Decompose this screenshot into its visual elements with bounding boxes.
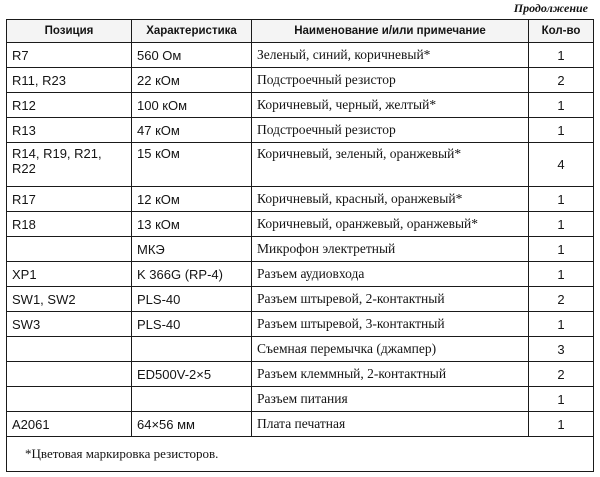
cell-characteristic: 100 кОм (132, 93, 252, 118)
table-row (7, 212, 594, 237)
cell-position: A2061 (7, 412, 132, 437)
cell-qty: 1 (529, 412, 594, 437)
header-position: Позиция (7, 20, 132, 43)
header-characteristic: Характеристика (132, 20, 252, 43)
cell-name: Зеленый, синий, коричневый* (252, 43, 529, 68)
cell-position: XP1 (7, 262, 132, 287)
cell-characteristic (132, 337, 252, 362)
cell-name: Коричневый, зеленый, оранжевый* (252, 143, 529, 187)
cell-qty: 1 (529, 43, 594, 68)
cell-name: Плата печатная (252, 412, 529, 437)
cell-qty: 2 (529, 287, 594, 312)
table-row (7, 287, 594, 312)
cell-characteristic: 47 кОм (132, 118, 252, 143)
cell-qty: 4 (529, 143, 594, 187)
cell-characteristic: 64×56 мм (132, 412, 252, 437)
cell-name: Съемная перемычка (джампер) (252, 337, 529, 362)
cell-characteristic: K 366G (RP-4) (132, 262, 252, 287)
cell-name: Коричневый, черный, желтый* (252, 93, 529, 118)
table-row (7, 262, 594, 287)
cell-position (7, 237, 132, 262)
cell-name: Разъем штыревой, 3-контактный (252, 312, 529, 337)
cell-characteristic (132, 387, 252, 412)
table-header-row (7, 20, 594, 43)
components-table (6, 19, 594, 472)
cell-position: R11, R23 (7, 68, 132, 93)
cell-qty: 2 (529, 362, 594, 387)
cell-characteristic: PLS-40 (132, 312, 252, 337)
cell-name: Разъем штыревой, 2-контактный (252, 287, 529, 312)
cell-position: R18 (7, 212, 132, 237)
table-row (7, 362, 594, 387)
table-row (7, 187, 594, 212)
cell-qty: 1 (529, 212, 594, 237)
cell-characteristic: 22 кОм (132, 68, 252, 93)
continued-label: Продолжение (513, 1, 588, 15)
cell-name: Разъем питания (252, 387, 529, 412)
table-row (7, 68, 594, 93)
cell-qty: 1 (529, 187, 594, 212)
footnote: *Цветовая маркировка резисторов. (7, 437, 594, 472)
table-row (7, 387, 594, 412)
table-row (7, 118, 594, 143)
cell-name: Подстроечный резистор (252, 118, 529, 143)
cell-qty: 1 (529, 312, 594, 337)
cell-name: Подстроечный резистор (252, 68, 529, 93)
cell-position: SW3 (7, 312, 132, 337)
table-row (7, 412, 594, 437)
cell-characteristic: 15 кОм (132, 143, 252, 187)
cell-qty: 1 (529, 387, 594, 412)
footnote-row (7, 437, 594, 472)
table-row (7, 237, 594, 262)
cell-qty: 1 (529, 118, 594, 143)
cell-qty: 1 (529, 262, 594, 287)
cell-name: Разъем аудиовхода (252, 262, 529, 287)
cell-name: Микрофон электретный (252, 237, 529, 262)
cell-qty: 1 (529, 93, 594, 118)
cell-qty: 3 (529, 337, 594, 362)
header-name: Наименование и/или примечание (252, 20, 529, 43)
cell-position: R17 (7, 187, 132, 212)
cell-characteristic: 12 кОм (132, 187, 252, 212)
table-row (7, 143, 594, 187)
cell-name: Разъем клеммный, 2-контактный (252, 362, 529, 387)
cell-position: R14, R19, R21, R22 (7, 143, 132, 187)
cell-name: Коричневый, красный, оранжевый* (252, 187, 529, 212)
cell-characteristic: ED500V-2×5 (132, 362, 252, 387)
cell-position (7, 337, 132, 362)
cell-name: Коричневый, оранжевый, оранжевый* (252, 212, 529, 237)
cell-characteristic: PLS-40 (132, 287, 252, 312)
table-row (7, 43, 594, 68)
cell-characteristic: МКЭ (132, 237, 252, 262)
cell-position (7, 362, 132, 387)
cell-characteristic: 560 Ом (132, 43, 252, 68)
cell-position: SW1, SW2 (7, 287, 132, 312)
cell-position: R12 (7, 93, 132, 118)
cell-position (7, 387, 132, 412)
cell-position: R7 (7, 43, 132, 68)
cell-position: R13 (7, 118, 132, 143)
table-row (7, 312, 594, 337)
table-row (7, 93, 594, 118)
table-row (7, 337, 594, 362)
cell-qty: 1 (529, 237, 594, 262)
cell-characteristic: 13 кОм (132, 212, 252, 237)
header-qty: Кол-во (529, 20, 594, 43)
cell-qty: 2 (529, 68, 594, 93)
